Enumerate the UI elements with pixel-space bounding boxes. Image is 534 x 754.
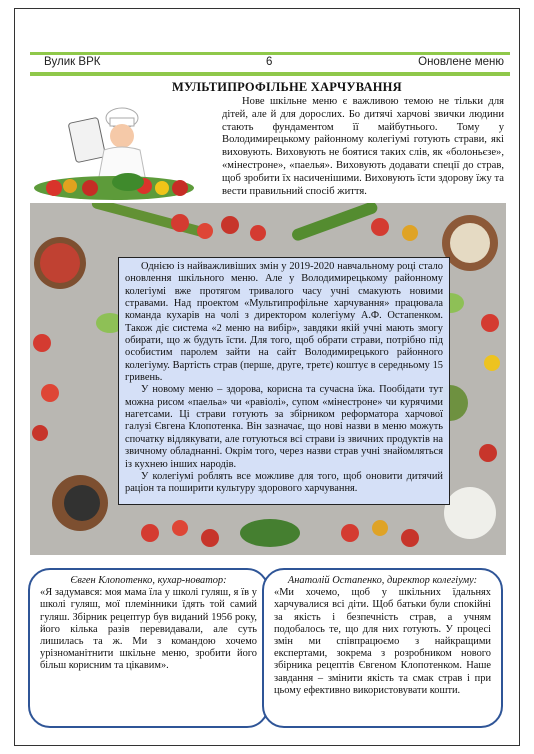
- quote-author: Анатолій Остапенко, директор колегіуму:: [287, 575, 478, 586]
- page-number: 6: [266, 56, 273, 68]
- intro-paragraph: Нове шкільне меню є важливою темою не тільки для дітей, але й для дорослих. Бо дитячі харчові звички людини стають фундаментом її майбутнього. Тому у Володимирецькому районному колегіумі готують страви, які виховують. Виховують не боятися таких слів, як «болоньєзе», «мінестроне», «паелья». Виховують додавати спеції до страв, щоб зробити їх насиченішими. Виховують їсти здорову їжу та вести правильний спосіб життя.: [222, 96, 504, 197]
- header-bar-top: [30, 52, 510, 55]
- quote-text: «Ми хочемо, щоб у шкільних їдальнях харчувалися всі діти. Щоб батьки були спокійні за якість і безпечність страв, а учням подобалось те, що для них готують. У процесі змін ми співпрацюємо з найкращими експертами, зокрема з розробником нового збірника рецептів Євгеном Клопотенком. Наше завдання – змінити якість та смак страв і при цьому ефективно використовувати кошти.: [274, 587, 491, 696]
- quote-box-ostapenko: [262, 568, 503, 728]
- header-bar-bottom: [30, 72, 510, 76]
- header-right: Оновлене меню: [418, 56, 504, 68]
- article-paragraph: У новому меню – здорова, корисна та сучасна їжа. Пообідати тут можна рисом «паельа» чи «равіолі», супом «мінестроне» чи курячими нагетсами. Ці страви готують за збірником реформатора харчової галузі Євгена Клопотенка. Він зазначає, що нові назви в меню можуть спочатку відлякувати, але готуються всі страви із звичних продуктів на звичному обладнанні. Окрім того, через назви страв учні знайомляться із кухнею інших народів.: [125, 384, 443, 470]
- quote-box-klopotenko: [28, 568, 269, 728]
- page-header: [30, 54, 510, 74]
- article-text-box: [118, 257, 450, 505]
- article-paragraph: У колегіумі роблять все можливе для того, щоб оновити дитячий раціон та поширити культуру здорового харчування.: [125, 470, 443, 495]
- article-paragraph: Однією із найважливіших змін у 2019-2020 навчальному році стало оновлення шкільного меню. Але у Володимирецькому районному колегіумі вже протягом тривалого часу учні смакують новими стравами. Над проектом «Мультипрофільне харчування» працювала команда кухарів на чолі з директором колегіуму А.Ф. Остапенком. Також діє система «2 меню на вибір», завдяки якій учні мають змогу обирати, що ж будуть їсти. Для того, щоб обрати страви, потрібно під особистим паролем зайти на сайт Володимирецького районного колегіуму. Вартість страв (перше, друге, третє) коштує в середньому 15 гривень.: [125, 261, 443, 384]
- quote-author: Євген Клопотенко, кухар-новатор:: [70, 575, 227, 586]
- header-left: Вулик ВРК: [44, 56, 101, 68]
- article-title: МУЛЬТИПРОФІЛЬНЕ ХАРЧУВАННЯ: [172, 80, 402, 94]
- quote-text: «Я задумався: моя мама їла у школі гуляш, я їв у школі гуляш, мої племінники їдять той самий гуляш. Збірник рецептур був виданий 1956 року, його кілька разів перевидавали, але суть лишилась та ж. Ми з командою хочемо урізноманітнити шкільне меню, зробити його більш корисним та цікавим».: [40, 587, 257, 672]
- chef-child-illustration: [34, 100, 199, 202]
